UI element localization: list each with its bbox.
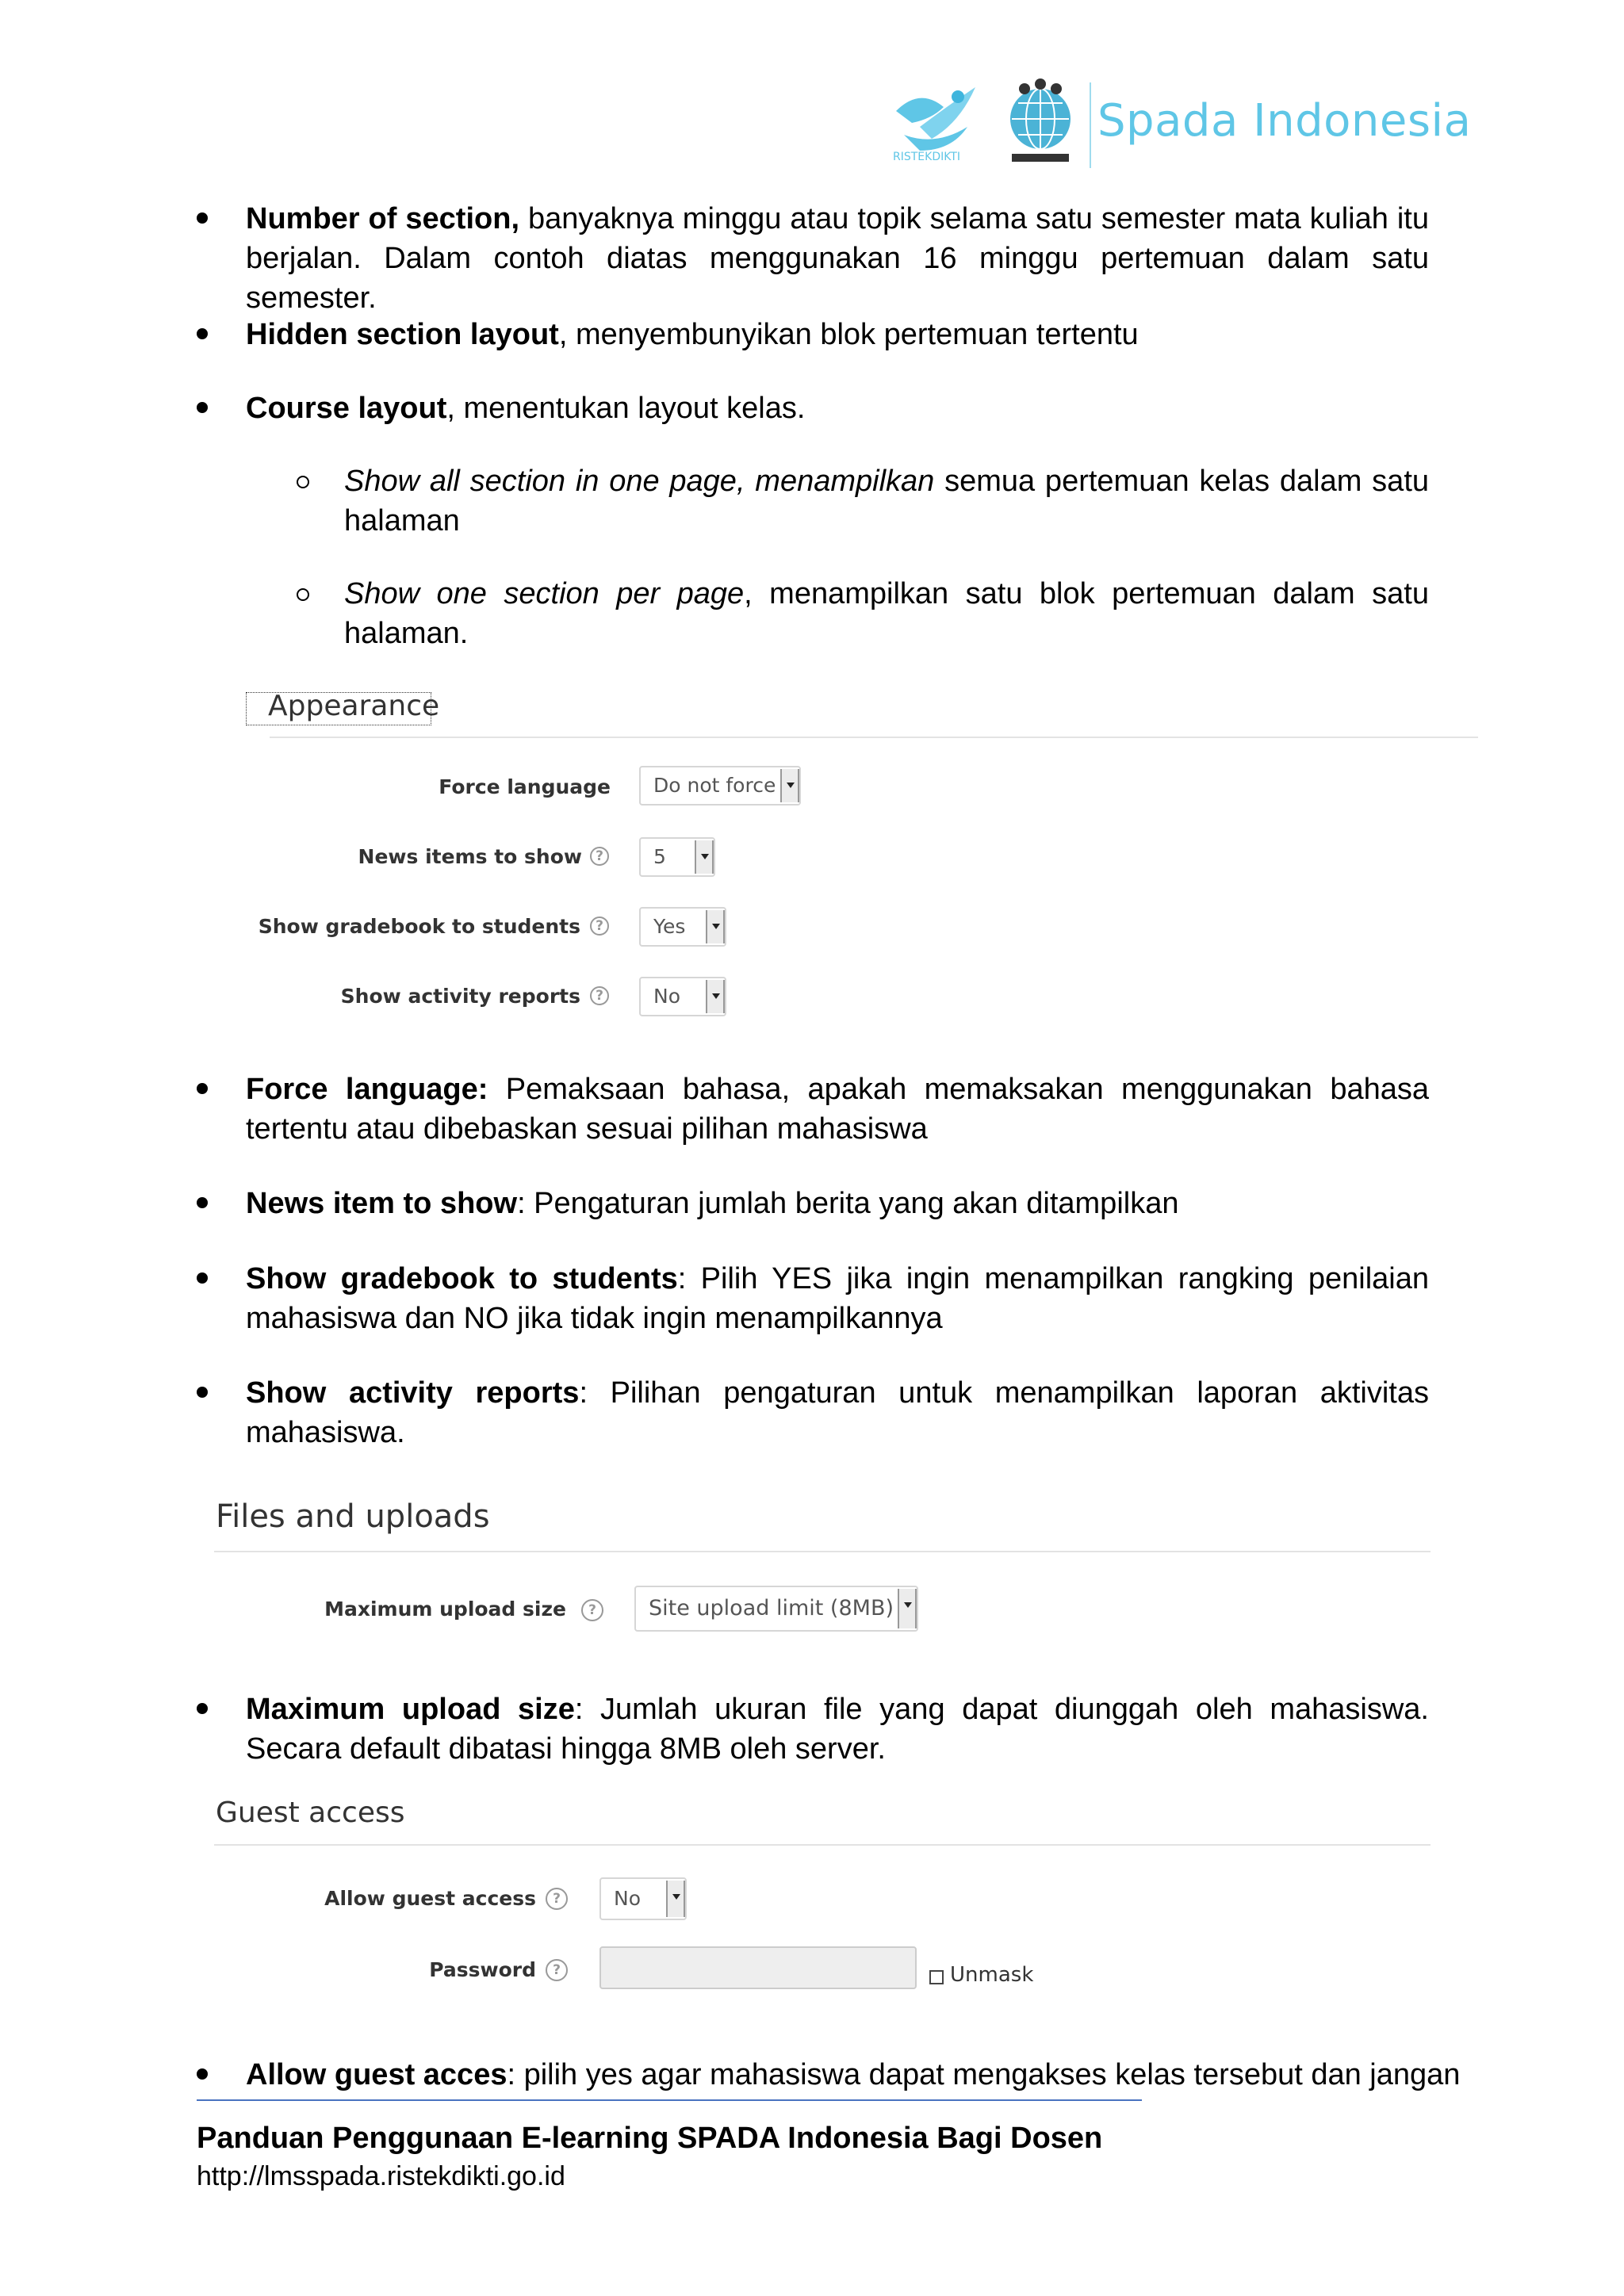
item-text: banyaknya minggu atau topik selama satu semester mata kuliah itu berjalan. Dalam contoh diatas menggunakan 16 minggu pertemuan dalam satu semester.	[246, 202, 1430, 315]
footer-divider	[197, 2099, 1142, 2101]
list-item	[246, 1184, 1429, 1223]
help-icon[interactable]: ?	[590, 916, 609, 936]
select-value: 5	[653, 845, 666, 868]
chevron-down-icon[interactable]	[666, 1881, 685, 1917]
select-value: No	[653, 985, 680, 1008]
chevron-down-icon[interactable]	[706, 910, 725, 943]
chevron-down-icon[interactable]	[706, 980, 725, 1013]
bullet-icon	[197, 1197, 208, 1208]
password-input[interactable]	[599, 1946, 917, 1989]
list-item	[246, 1373, 1429, 1452]
footer-url[interactable]: http://lmsspada.ristekdikti.go.id	[197, 2161, 565, 2191]
sub-item-text: , menampilkan satu blok pertemuan dalam satu halaman.	[344, 577, 1429, 650]
item-term: Force language:	[246, 1073, 488, 1106]
files-uploads-legend[interactable]: Files and uploads	[216, 1498, 490, 1535]
show-gradebook-select[interactable]	[639, 907, 726, 947]
select-value: Yes	[653, 915, 686, 938]
item-term: Maximum upload size	[246, 1693, 575, 1726]
item-term: News item to show	[246, 1187, 518, 1220]
item-term: Show gradebook to students	[246, 1262, 678, 1295]
bullet-icon	[197, 212, 208, 224]
item-text: Pemaksaan bahasa, apakah memaksakan menggunakan bahasa tertentu atau dibebaskan sesuai pilihan mahasiswa	[246, 1073, 1429, 1146]
item-term: Number of section,	[246, 202, 520, 235]
allow-guest-label: Allow guest access	[324, 1887, 536, 1910]
item-text: , menyembunyikan blok pertemuan tertentu	[558, 318, 1139, 351]
sub-bullet-icon	[297, 588, 309, 601]
item-term: Course layout	[246, 392, 447, 425]
help-icon[interactable]: ?	[590, 986, 609, 1005]
appearance-legend[interactable]: Appearance	[268, 690, 440, 722]
chevron-down-icon[interactable]	[780, 769, 799, 802]
legend-divider	[214, 1551, 1431, 1552]
bullet-icon	[197, 328, 208, 339]
force-language-select[interactable]	[639, 766, 801, 806]
list-item	[246, 199, 1429, 318]
item-term: Show activity reports	[246, 1376, 580, 1410]
bullet-icon	[197, 1083, 208, 1094]
item-text: : Pengaturan jumlah berita yang akan ditampilkan	[517, 1187, 1179, 1220]
item-text: : Pilihan pengaturan untuk menampilkan laporan aktivitas mahasiswa.	[246, 1376, 1430, 1449]
show-activity-select[interactable]	[639, 977, 726, 1016]
help-icon[interactable]: ?	[590, 847, 609, 866]
item-text: : Pilih YES jika ingin menampilkan rangking penilaian mahasiswa dan NO jika tidak ingin menampilkannya	[246, 1262, 1429, 1335]
list-item	[246, 388, 1429, 428]
legend-divider	[270, 737, 1478, 738]
news-items-select[interactable]	[639, 837, 715, 877]
max-upload-select[interactable]	[634, 1586, 918, 1632]
item-term: Allow guest acces	[246, 2058, 508, 2091]
sub-item-italic: Show one section per page	[344, 577, 745, 610]
bullet-icon	[197, 1387, 208, 1398]
brand-text: Spada Indonesia	[1097, 95, 1472, 147]
bullet-icon	[197, 1272, 208, 1284]
list-item	[246, 1689, 1429, 1769]
sub-bullet-icon	[297, 476, 309, 488]
bullet-icon	[197, 1703, 208, 1714]
item-term: Hidden section layout	[246, 318, 559, 351]
help-icon[interactable]: ?	[546, 1888, 568, 1910]
legend-divider	[214, 1844, 1431, 1846]
chevron-down-icon[interactable]	[898, 1589, 917, 1628]
help-icon[interactable]: ?	[546, 1959, 568, 1981]
item-text: : pilih yes agar mahasiswa dapat mengakses kelas tersebut dan jangan	[507, 2058, 1461, 2091]
sub-item-italic: Show all section in one page, menampilkan	[344, 465, 935, 498]
sub-item-text: semua pertemuan kelas dalam satu halaman	[344, 465, 1430, 538]
password-label: Password	[429, 1958, 536, 1981]
sub-list-item	[344, 574, 1429, 653]
news-items-label: News items to show	[358, 845, 582, 868]
guest-access-legend[interactable]: Guest access	[216, 1797, 405, 1829]
list-item	[246, 1070, 1429, 1149]
force-language-label: Force language	[439, 775, 611, 798]
chevron-down-icon[interactable]	[695, 840, 714, 874]
ristekdikti-logo	[888, 79, 983, 166]
sub-list-item	[344, 461, 1429, 541]
item-text: , menentukan layout kelas.	[446, 392, 806, 425]
unmask-label[interactable]: Unmask	[950, 1963, 1034, 1987]
bullet-icon	[197, 402, 208, 413]
list-item	[246, 315, 1429, 354]
help-icon[interactable]: ?	[581, 1599, 603, 1621]
footer-title: Panduan Penggunaan E-learning SPADA Indonesia Bagi Dosen	[197, 2122, 1103, 2155]
allow-guest-select[interactable]	[599, 1877, 687, 1920]
list-item	[246, 1259, 1429, 1338]
item-text: : Jumlah ukuran file yang dapat diunggah oleh mahasiswa. Secara default dibatasi hingga 8MB oleh server.	[246, 1693, 1429, 1766]
globe-logo	[1001, 78, 1080, 170]
select-value: No	[614, 1887, 641, 1910]
select-value: Site upload limit (8MB)	[649, 1596, 894, 1621]
select-value: Do not force	[653, 774, 776, 797]
unmask-checkbox[interactable]	[929, 1970, 944, 1984]
show-activity-label: Show activity reports	[340, 985, 580, 1008]
bullet-icon	[197, 2068, 208, 2080]
logo-separator	[1090, 82, 1091, 168]
max-upload-label: Maximum upload size	[324, 1598, 566, 1621]
ristekdikti-caption: RISTEKDIKTI	[893, 151, 961, 163]
list-item	[246, 2055, 1461, 2095]
show-gradebook-label: Show gradebook to students	[258, 915, 580, 938]
